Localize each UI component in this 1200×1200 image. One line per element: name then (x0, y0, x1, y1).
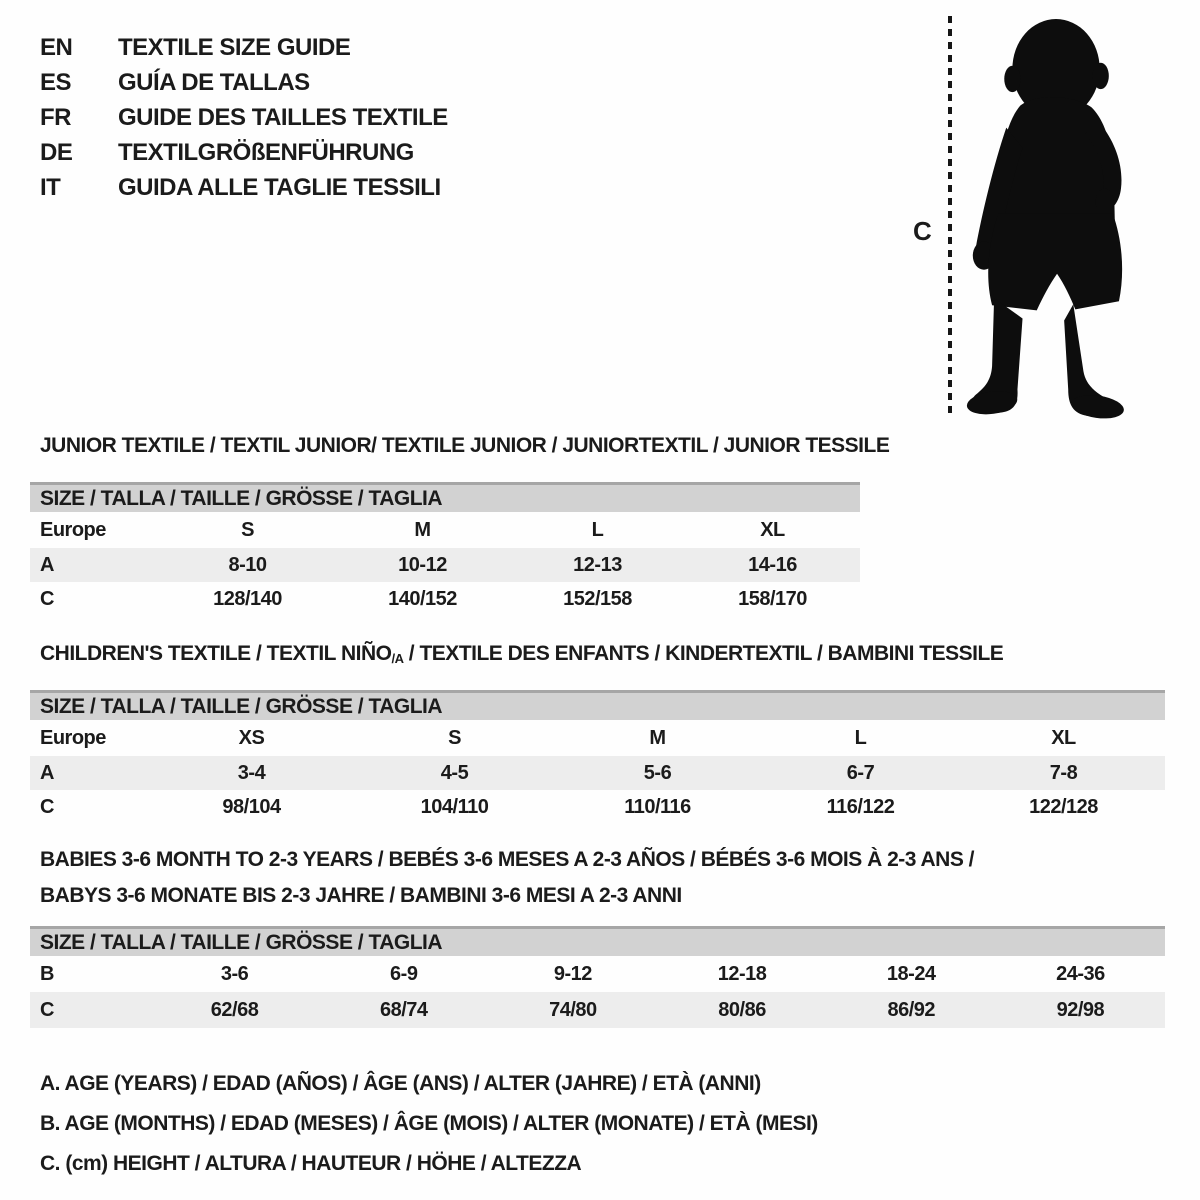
language-label: GUIDE DES TAILLES TEXTILE (118, 104, 448, 131)
language-label: GUÍA DE TALLAS (118, 69, 310, 96)
table-cell: 104/110 (420, 795, 489, 818)
table-cell: M (414, 518, 431, 541)
size-header-label: SIZE / TALLA / TAILLE / GRÖSSE / TAGLIA (40, 930, 443, 954)
size-header-bar (30, 482, 860, 512)
table-cell: M (649, 726, 666, 749)
children-title-subscript: /A (391, 651, 404, 666)
height-row (30, 582, 860, 616)
language-row-en (40, 30, 448, 65)
table-cell: 86/92 (887, 998, 936, 1021)
language-code: FR (40, 104, 71, 131)
table-cell: S (241, 518, 254, 541)
language-label: GUIDA ALLE TAGLIE TESSILI (118, 174, 441, 201)
table-cell: 7-8 (1049, 761, 1078, 784)
babies-section-title-line2 (40, 884, 682, 908)
measure-legend (40, 1064, 818, 1184)
children-size-table (30, 690, 1165, 824)
age-years-row (30, 756, 1165, 790)
age-months-row (30, 956, 1165, 992)
table-cell: 122/128 (1029, 795, 1098, 818)
row-label-cell: C (40, 587, 54, 610)
table-cell: L (854, 726, 867, 749)
toddler-silhouette-image (966, 16, 1142, 422)
table-cell: 3-6 (220, 962, 249, 985)
table-cell: 92/98 (1056, 998, 1105, 1021)
table-cell: 62/68 (210, 998, 259, 1021)
table-cell: 9-12 (553, 962, 592, 985)
row-label-cell: C (40, 795, 54, 818)
table-cell: 152/158 (563, 587, 632, 610)
height-measure-label: C (913, 216, 932, 246)
row-label-cell: A (40, 553, 54, 576)
language-code: DE (40, 139, 73, 166)
table-cell: 24-36 (1056, 962, 1105, 985)
children-title-main: CHILDREN'S TEXTILE / TEXTIL NIÑO (40, 642, 392, 665)
language-code: ES (40, 69, 72, 96)
age-years-row (30, 548, 860, 582)
table-cell: 68/74 (379, 998, 428, 1021)
legend-age-months: B. AGE (MONTHS) / EDAD (MESES) / ÂGE (MOIS) / ALTER (MONATE) / ETÀ (MESI) (40, 1112, 818, 1135)
babies-size-table (30, 926, 1165, 1028)
language-row-de (40, 135, 448, 170)
language-row-it (40, 170, 448, 205)
language-row-fr (40, 100, 448, 135)
table-cell: 110/116 (624, 795, 691, 818)
table-cell: 158/170 (738, 587, 807, 610)
language-code: IT (40, 174, 61, 201)
table-cell: 80/86 (718, 998, 766, 1021)
legend-height: C. (cm) HEIGHT / ALTURA / HAUTEUR / HÖHE / ALTEZZA (40, 1152, 582, 1175)
table-cell: L (591, 518, 604, 541)
table-cell: 98/104 (222, 795, 281, 818)
size-header-label: SIZE / TALLA / TAILLE / GRÖSSE / TAGLIA (40, 694, 443, 718)
table-cell: 3-4 (237, 761, 266, 784)
size-header-label: SIZE / TALLA / TAILLE / GRÖSSE / TAGLIA (40, 486, 443, 510)
language-list (40, 30, 448, 205)
language-label: TEXTILE SIZE GUIDE (118, 34, 351, 61)
table-cell: 74/80 (549, 998, 597, 1021)
table-cell: 10-12 (398, 553, 447, 576)
babies-title-line1-text: BABIES 3-6 MONTH TO 2-3 YEARS / BEBÉS 3-6 MESES A 2-3 AÑOS / BÉBÉS 3-6 MOIS À 2-3 ANS / (40, 848, 975, 871)
ear-left (1004, 66, 1020, 92)
table-cell: 12-13 (573, 553, 622, 576)
table-cell: 6-9 (390, 962, 418, 985)
height-row (30, 992, 1165, 1028)
table-cell: XL (760, 518, 785, 541)
table-cell: 6-7 (846, 761, 875, 784)
table-cell: 4-5 (440, 761, 469, 784)
table-cell: XS (238, 726, 265, 749)
language-label: TEXTILGRÖßENFÜHRUNG (118, 139, 414, 166)
legend-age-years: A. AGE (YEARS) / EDAD (AÑOS) / ÂGE (ANS) / ALTER (JAHRE) / ETÀ (ANNI) (40, 1072, 761, 1095)
children-section-title (40, 642, 1003, 666)
babies-section-title-line1 (40, 848, 974, 872)
junior-title-text: JUNIOR TEXTILE / TEXTIL JUNIOR/ TEXTILE JUNIOR / JUNIORTEXTIL / JUNIOR TESSILE (40, 434, 890, 457)
table-cell: 12-18 (717, 962, 767, 985)
babies-title-line2-text: BABYS 3-6 MONATE BIS 2-3 JAHRE / BAMBINI 3-6 MESI A 2-3 ANNI (40, 884, 682, 907)
row-label-cell: Europe (40, 726, 106, 749)
ear-right (1093, 63, 1109, 89)
table-cell: 5-6 (643, 761, 672, 784)
size-header-bar (30, 690, 1165, 720)
row-label-cell: Europe (40, 518, 106, 541)
height-measure-dashed-line (948, 16, 952, 418)
row-label-cell: C (40, 998, 54, 1021)
height-row (30, 790, 1165, 824)
children-title-rest: / TEXTILE DES ENFANTS / KINDERTEXTIL / BAMBINI TESSILE (403, 642, 1004, 665)
size-row (30, 720, 1165, 756)
table-cell: 128/140 (213, 587, 282, 610)
size-row (30, 512, 860, 548)
junior-size-table (30, 482, 860, 616)
table-cell: XL (1051, 726, 1076, 749)
table-cell: 8-10 (228, 553, 267, 576)
row-label-cell: A (40, 761, 54, 784)
table-cell: 14-16 (748, 553, 797, 576)
size-header-bar (30, 926, 1165, 956)
table-cell: 140/152 (388, 587, 457, 610)
table-cell: S (448, 726, 461, 749)
table-cell: 18-24 (886, 962, 936, 985)
table-cell: 116/122 (826, 795, 895, 818)
row-label-cell: B (40, 962, 54, 985)
junior-section-title (40, 434, 889, 458)
language-code: EN (40, 34, 73, 61)
language-row-es (40, 65, 448, 100)
